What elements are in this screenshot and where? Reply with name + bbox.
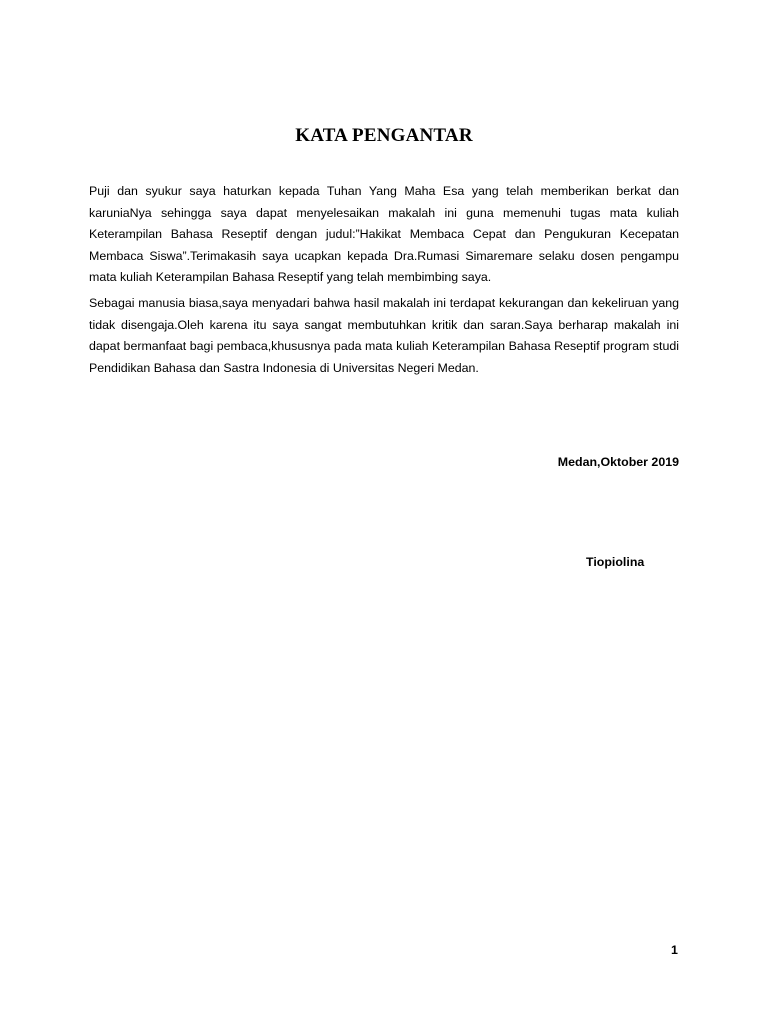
page-title: KATA PENGANTAR [295,125,473,146]
paragraph-gratitude: Puji dan syukur saya haturkan kepada Tuhan Yang Maha Esa yang telah memberikan berkat dan karuniaNya sehingga saya dapat menyelesaikan makalah ini guna memenuhi tugas mata kuliah Keterampilan Bahasa Reseptif dengan judul:”Hakikat Membaca Cepat dan Pengukuran Kecepatan Membaca Siswa”.Terimakasih saya ucapkan kepada Dra.Rumasi Simaremare selaku dosen pengampu mata kuliah Keterampilan Bahasa Reseptif yang telah membimbing saya. [89,184,679,284]
place-date: Medan,Oktober 2019 [557,455,679,469]
page-number: 1 [671,943,678,957]
author-name: Tiopiolina [586,555,645,569]
paragraph-apology: Sebagai manusia biasa,saya menyadari bahwa hasil makalah ini terdapat kekurangan dan kekeliruan yang tidak disengaja.Oleh karena itu saya sangat membutuhkan kritik dan saran.Saya berharap makalah ini dapat bermanfaat bagi pembaca,khususnya pada mata kuliah Keterampilan Bahasa Reseptif program studi Pendidikan Bahasa dan Sastra Indonesia di Universitas Negeri Medan. [89,296,679,375]
